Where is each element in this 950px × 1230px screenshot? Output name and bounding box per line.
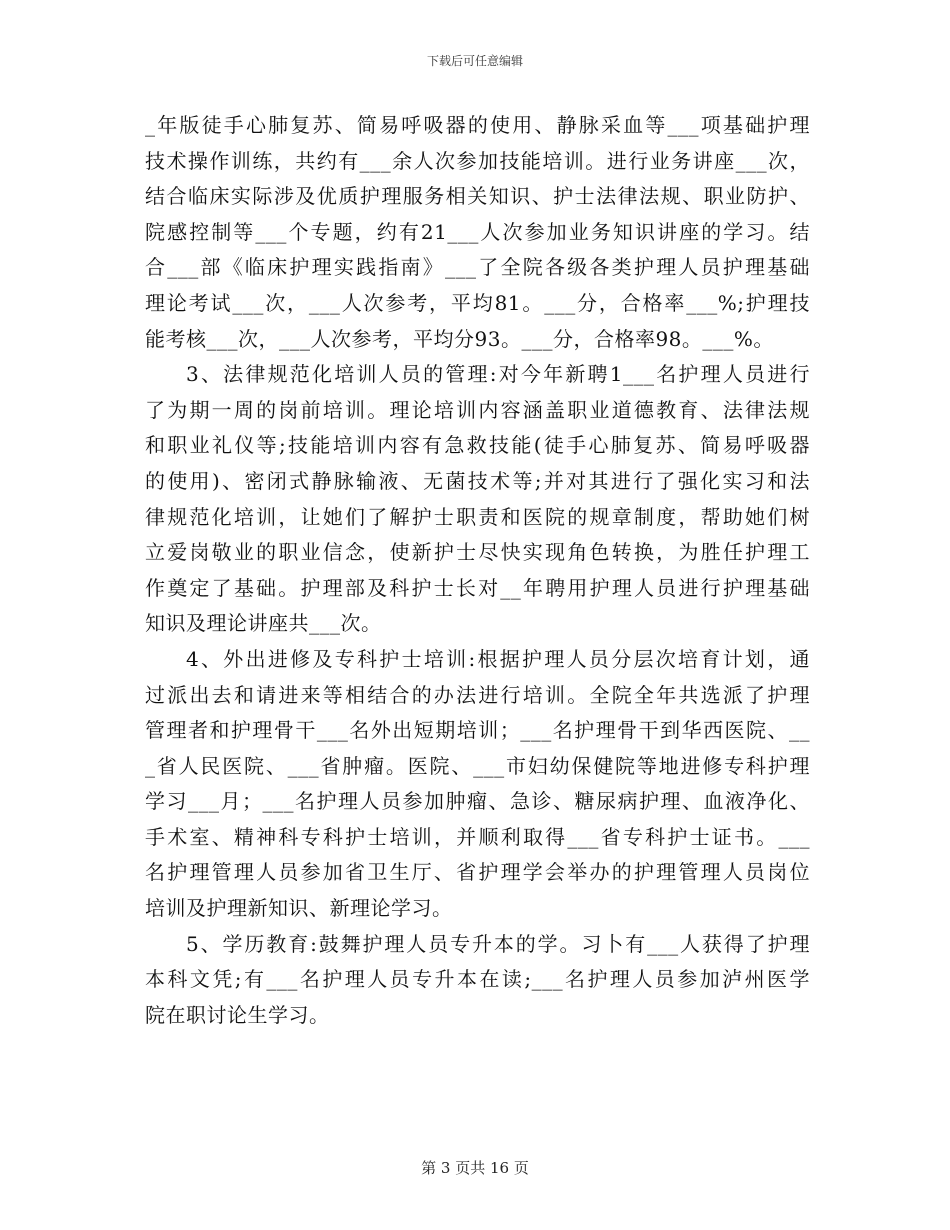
text-line: 理论考试___次，___人次参考，平均81。___分，合格率___%;护理技: [145, 290, 810, 315]
text-line: 院感控制等___个专题，约有21___人次参加业务知识讲座的学习。结: [145, 219, 810, 244]
text-line: 本科文凭;有___名护理人员专升本在读;___名护理人员参加泸州医学: [145, 967, 810, 992]
text-line: 知识及理论讲座共___次。: [145, 611, 382, 636]
text-line: 立爱岗敬业的职业信念，使新护士尽快实现角色转换，为胜任护理工: [145, 540, 810, 565]
text-line: 作奠定了基础。护理部及科护士长对__年聘用护理人员进行护理基础: [145, 575, 810, 600]
text-line: 律规范化培训，让她们了解护士职责和医院的规章制度，帮助她们树: [145, 504, 810, 529]
text-line: _年版徒手心肺复苏、简易呼吸器的使用、静脉采血等___项基础护理: [145, 113, 810, 137]
paragraph-4: [145, 927, 810, 1034]
text-line: 手术室、精神科专科护士培训，并顺利取得___省专科护士证书。___: [145, 824, 810, 849]
text-line: 结合临床实际涉及优质护理服务相关知识、护士法律法规、职业防护、: [145, 184, 810, 209]
text-line: 和职业礼仪等;技能培训内容有急救技能(徒手心肺复苏、简易呼吸器: [145, 433, 810, 458]
text-line: 技术操作训练，共约有___余人次参加技能培训。进行业务讲座___次，: [145, 148, 810, 173]
text-line: 能考核___次，___人次参考，平均分93。___分，合格率98。___%。: [145, 326, 774, 351]
text-line: 合___部《临床护理实践指南》___了全院各级各类护理人员护理基础: [145, 255, 810, 280]
text-line: 名护理管理人员参加省卫生厅、省护理学会举办的护理管理人员岗位: [145, 860, 810, 885]
text-line: 的使用)、密闭式静脉输液、无菌技术等;并对其进行了强化实习和法: [145, 468, 810, 493]
text-line: 了为期一周的岗前培训。理论培训内容涵盖职业道德教育、法律法规: [145, 397, 810, 422]
text-line: 院在职讨论生学习。: [145, 1002, 330, 1027]
text-line: 培训及护理新知识、新理论学习。: [145, 896, 453, 921]
text-line: 过派出去和请进来等相结合的办法进行培训。全院全年共选派了护理: [145, 682, 810, 707]
paragraph-2: [145, 357, 810, 642]
paragraph-3: [145, 642, 810, 927]
page-header: 下载后可任意编辑: [426, 54, 523, 68]
text-line: 4、外出进修及专科护士培训:根据护理人员分层次培育计划，通: [186, 646, 810, 671]
text-line: 5、学历教育:鼓舞护理人员专升本的学。习卜有___人获得了护理: [186, 931, 810, 956]
text-line: 3、法律规范化培训人员的管理:对今年新聘1___名护理人员进行: [186, 362, 810, 387]
document-body: [145, 108, 810, 1033]
text-line: 学习___月；___名护理人员参加肿瘤、急诊、糖尿病护理、血液净化、: [145, 789, 810, 814]
text-line: _省人民医院、___省肿瘤。医院、___市妇幼保健院等地进修专科护理: [145, 753, 810, 778]
paragraph-1: [145, 108, 810, 357]
page-footer: 第 3 页共 16 页: [421, 1159, 529, 1177]
text-line: 管理者和护理骨干___名外出短期培训；___名护理骨干到华西医院、__: [145, 718, 810, 743]
